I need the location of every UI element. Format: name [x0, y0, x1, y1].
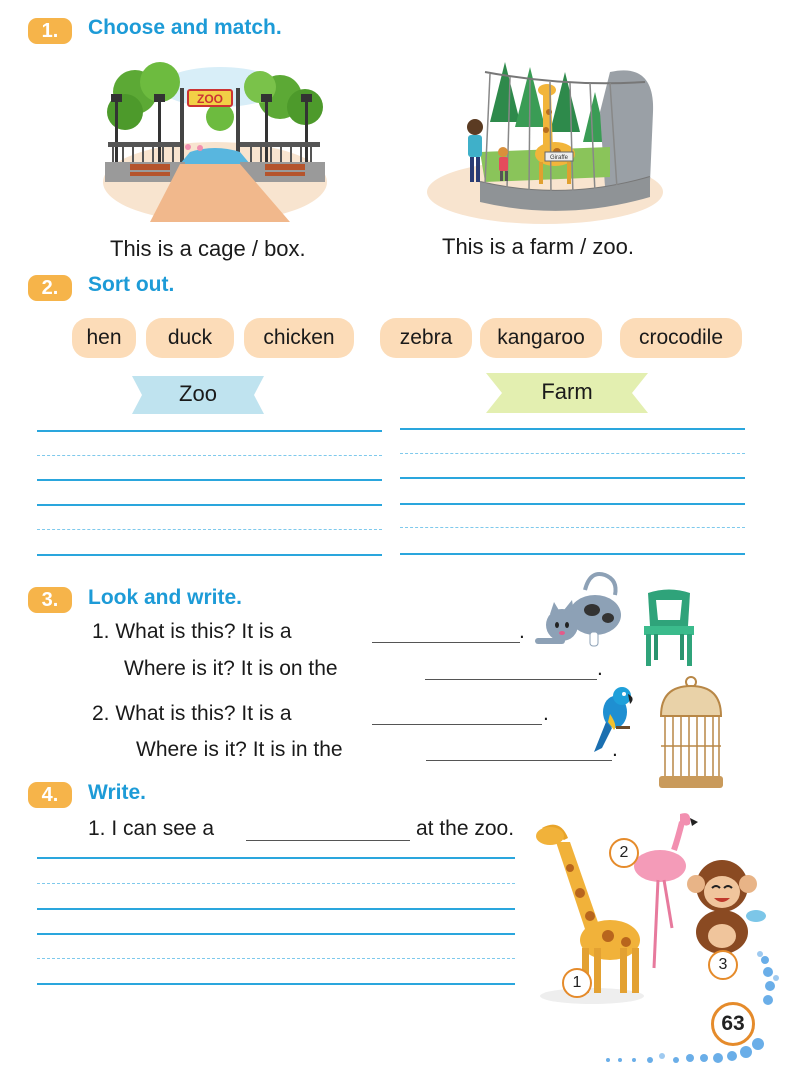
word-chip-hen: hen [72, 318, 136, 358]
ribbon-farm-label: Farm [541, 379, 593, 404]
writing-line[interactable] [400, 477, 745, 479]
giraffe-enclosure-illustration [425, 52, 670, 227]
animal-label-3: 3 [708, 950, 738, 980]
zoo-gate-illustration [100, 52, 330, 227]
section-2-badge: 2. [28, 275, 72, 301]
writing-line[interactable] [37, 983, 515, 985]
writing-line[interactable] [37, 430, 382, 432]
writing-line[interactable] [400, 428, 745, 430]
writing-guide-line [37, 958, 515, 959]
writing-line[interactable] [37, 554, 382, 556]
q3-1-dot-2: . [597, 657, 603, 680]
writing-line[interactable] [37, 504, 382, 506]
writing-line[interactable] [37, 857, 515, 859]
q3-1-dot: . [519, 620, 525, 643]
word-chip-chicken: chicken [244, 318, 354, 358]
chair-illustration [640, 588, 698, 668]
parrot-illustration [588, 682, 638, 754]
answer-blank[interactable] [372, 724, 542, 725]
section-4-heading: Write. [88, 781, 146, 804]
section-1-badge: 1. [28, 18, 72, 44]
answer-blank[interactable] [426, 760, 612, 761]
writing-guide-line [400, 527, 745, 528]
writing-line[interactable] [400, 553, 745, 555]
writing-guide-line [400, 453, 745, 454]
writing-line[interactable] [37, 908, 515, 910]
section-3-badge: 3. [28, 587, 72, 613]
monkey-illustration [676, 852, 768, 962]
answer-blank[interactable] [246, 840, 410, 841]
writing-guide-line [37, 883, 515, 884]
section-1-heading: Choose and match. [88, 16, 282, 39]
word-chip-duck: duck [146, 318, 234, 358]
section-2-heading: Sort out. [88, 273, 175, 296]
decorative-dots [600, 950, 800, 1067]
answer-blank[interactable] [372, 642, 520, 643]
q3-1-where: Where is it? It is on the [124, 657, 338, 680]
caption-cage-box: This is a cage / box. [110, 236, 306, 261]
q3-2-where: Where is it? It is in the [136, 738, 343, 761]
animal-label-2: 2 [609, 838, 639, 868]
cat-illustration [530, 570, 625, 650]
word-chip-kangaroo: kangaroo [480, 318, 602, 358]
answer-blank[interactable] [425, 679, 597, 680]
word-chip-crocodile: crocodile [620, 318, 742, 358]
giraffe-sign-text: Giraffe [550, 155, 568, 161]
word-chip-zebra: zebra [380, 318, 472, 358]
writing-guide-line [37, 455, 382, 456]
zoo-sign-text: ZOO [197, 92, 223, 106]
writing-line[interactable] [400, 503, 745, 505]
writing-line[interactable] [37, 479, 382, 481]
animal-label-1: 1 [562, 968, 592, 998]
caption-farm-zoo: This is a farm / zoo. [442, 234, 634, 259]
writing-guide-line [37, 529, 382, 530]
q4-1-end: at the zoo. [416, 817, 515, 840]
birdcage-illustration [655, 676, 727, 794]
q3-2-dot-2: . [612, 738, 618, 761]
section-3-heading: Look and write. [88, 586, 243, 609]
writing-line[interactable] [37, 933, 515, 935]
q3-2-dot: . [543, 702, 549, 725]
page-number: 63 [711, 1002, 755, 1046]
q3-2-what: 2. What is this? It is a [92, 702, 292, 725]
q3-1-what: 1. What is this? It is a [92, 620, 292, 643]
q4-1-start: 1. I can see a [88, 817, 215, 840]
section-4-badge: 4. [28, 782, 72, 808]
ribbon-zoo-label: Zoo [179, 381, 217, 406]
